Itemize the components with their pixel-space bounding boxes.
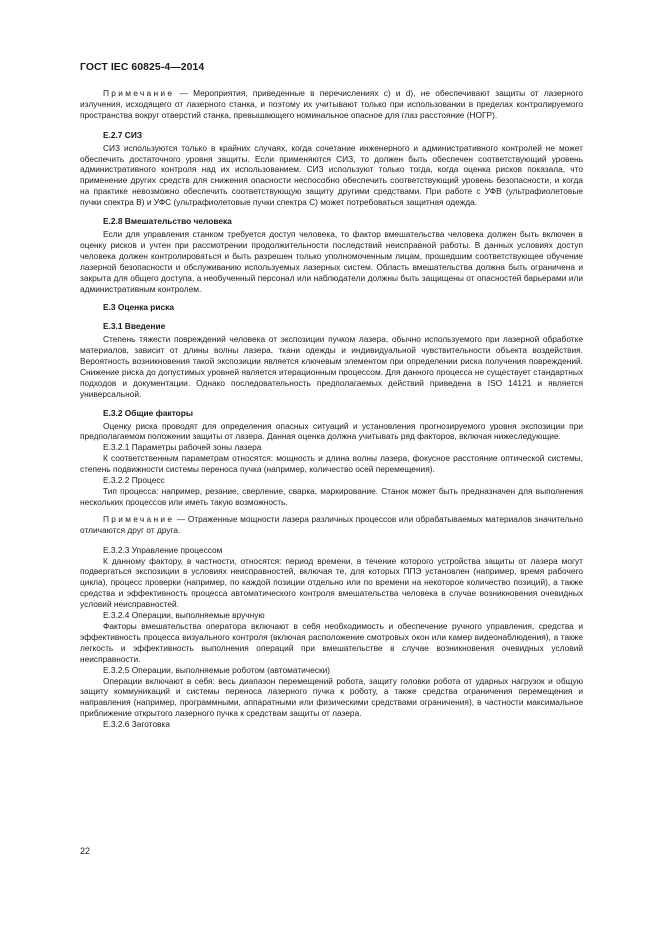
section-heading: Е.2.7 СИЗ [103, 129, 143, 140]
body-paragraph: Тип процесса: например, резание, сверление, сварка, маркирование. Станок может быть предназначен для выполнения нескольких процессов или иметь такую возможность. [80, 486, 583, 507]
subsection-title: Е.3.2.2 Процесс [103, 475, 165, 486]
document-header: ГОСТ IEC 60825-4—2014 [80, 62, 205, 73]
note-text: — Отраженные мощности лазера различных процессов или обрабатываемых материалов значительно отличаются друг от друга. [80, 513, 583, 535]
subsection-title: Е.3.2.4 Операции, выполняемые вручную [103, 610, 265, 621]
subsection-title: Е.3.2.5 Операции, выполняемые роботом (автоматически) [103, 664, 331, 675]
note-text: — Мероприятия, приведенные в перечислениях c) и d), не обеспечивают защиты от лазерного излучения, исходящего от лазерного станка, и поэтому их учитывают только при использовании в пределах контролируемого пространства вокруг отверстий станка, превышающего номинальное опасное для глаз расстояние (НОГР). [80, 88, 583, 120]
page-content [80, 88, 583, 730]
subsection-title: Е.3.2.6 Заготовка [103, 719, 171, 730]
body-paragraph: Оценку риска проводят для определения опасных ситуаций и установления прогнозируемого уровня экспозиции при предполагаемом положении защиты от лазера. Данная оценка должна учитывать ряд факторов, включая нижеследующие. [80, 420, 583, 442]
section-heading: Е.3.1 Введение [103, 321, 166, 332]
section-heading: Е.2.8 Вмешательство человека [103, 216, 232, 227]
section-heading: Е.3.2 Общие факторы [103, 407, 193, 418]
subsection-title: Е.3.2.3 Управление процессом [103, 544, 223, 555]
subsection-title: Е.3.2.1 Параметры рабочей зоны лазера [103, 442, 262, 453]
note-paragraph [80, 514, 583, 536]
note-paragraph [80, 88, 583, 121]
body-paragraph: Степень тяжести повреждений человека от экспозиции пучком лазера, обычно используемого при лазерной обработке материалов, зависит от длины волны лазера, ткани одежды и индивидуальной чувствительности объекта воздействия. Вероятность возникновения такой экспозиции является ключевым элементом при определении риска получения повреждений. Снижение риска до допустимых уровней является итерационным процессом. Для данного процесса не существует стандартных подходов и документации. Однако последовательность предполагаемых действий приведена в ISO 14121 и является универсальной. [80, 334, 583, 399]
body-paragraph: Факторы вмешательства оператора включают в себя необходимость и обеспечение ручного управления, средства и эффективность процесса визуального контроля (включая расположение смотровых окон или камер видеонаблюдения), а также легкость и эффективность выполнения операций при вмешательстве в случае возникновения очевидных условий неисправности. [80, 620, 583, 664]
note-label: Примечание [103, 88, 175, 98]
page-number: 22 [80, 846, 91, 856]
section-heading: Е.3 Оценка риска [103, 302, 174, 313]
note-label: Примечание [103, 513, 175, 524]
body-paragraph: СИЗ используются только в крайних случаях, когда сочетание инженерного и административного контролей не может обеспечить достаточного уровня защиты. Если применяются СИЗ, то должен быть обеспечен соответствующий уровень административного контроля над их использованием. СИЗ используют только тогда, когда оценка рисков показала, что применение других средств для снижения опасности неспособно обеспечить соответствующий уровень безопасности, и когда на практике невозможно обеспечить соответствующую защиту другими средствами. При работе с УФВ (ультрафиолетовые пучки спектра В) и УФС (ультрафиолетовые пучки спектра С) может потребоваться защитная одежда. [80, 142, 583, 208]
body-paragraph: К данному фактору, в частности, относятся: период времени, в течение которого устройства защиты от лазера могут подвергаться экспозиции в условиях неисправностей, включая те, для которых ППЭ установлен (например, время рабочего цикла), процесс проверки (например, по каждой позиции отдельно или по времени на некоторое количество позиций), а также средства и эффективность процесса автоматического контроля вмешательства человека в случае возникновения очевидных условий неисправностей. [80, 555, 583, 610]
body-paragraph: Если для управления станком требуется доступ человека, то фактор вмешательства человека должен быть включен в оценку рисков и учтен при рассмотрении продолжительности последствий неисправной работы. В данных условиях доступ человека должен контролироваться и быть разрешен только уполномоченным лицам, прошедшим соответствующее обучение лазерной безопасности и обслуживанию используемых лазерных систем. Область вмешательства должна быть ограничена и закрыта для общего доступа, а необученный персонал или наблюдатели должны быть защищены от опасностей барьерами или административным контролем. [80, 228, 583, 294]
body-paragraph: К соответственным параметрам относятся: мощность и длина волны лазера, фокусное расстояние оптической системы, степень подвижности системы переноса пучка (например, количество осей перемещения). [80, 453, 583, 475]
body-paragraph: Операции включают в себя: весь диапазон перемещений робота, защиту головки робота от ударных нагрузок и общую защиту коммуникаций и системы переноса лазерного пучка к роботу, а также средства ограничения перемещения и направления (например, программными, аппаратными или физическими средствами ограничения), в частности максимальное приближение открытого лазерного пучка к средствам защиты от лазера. [80, 675, 583, 719]
